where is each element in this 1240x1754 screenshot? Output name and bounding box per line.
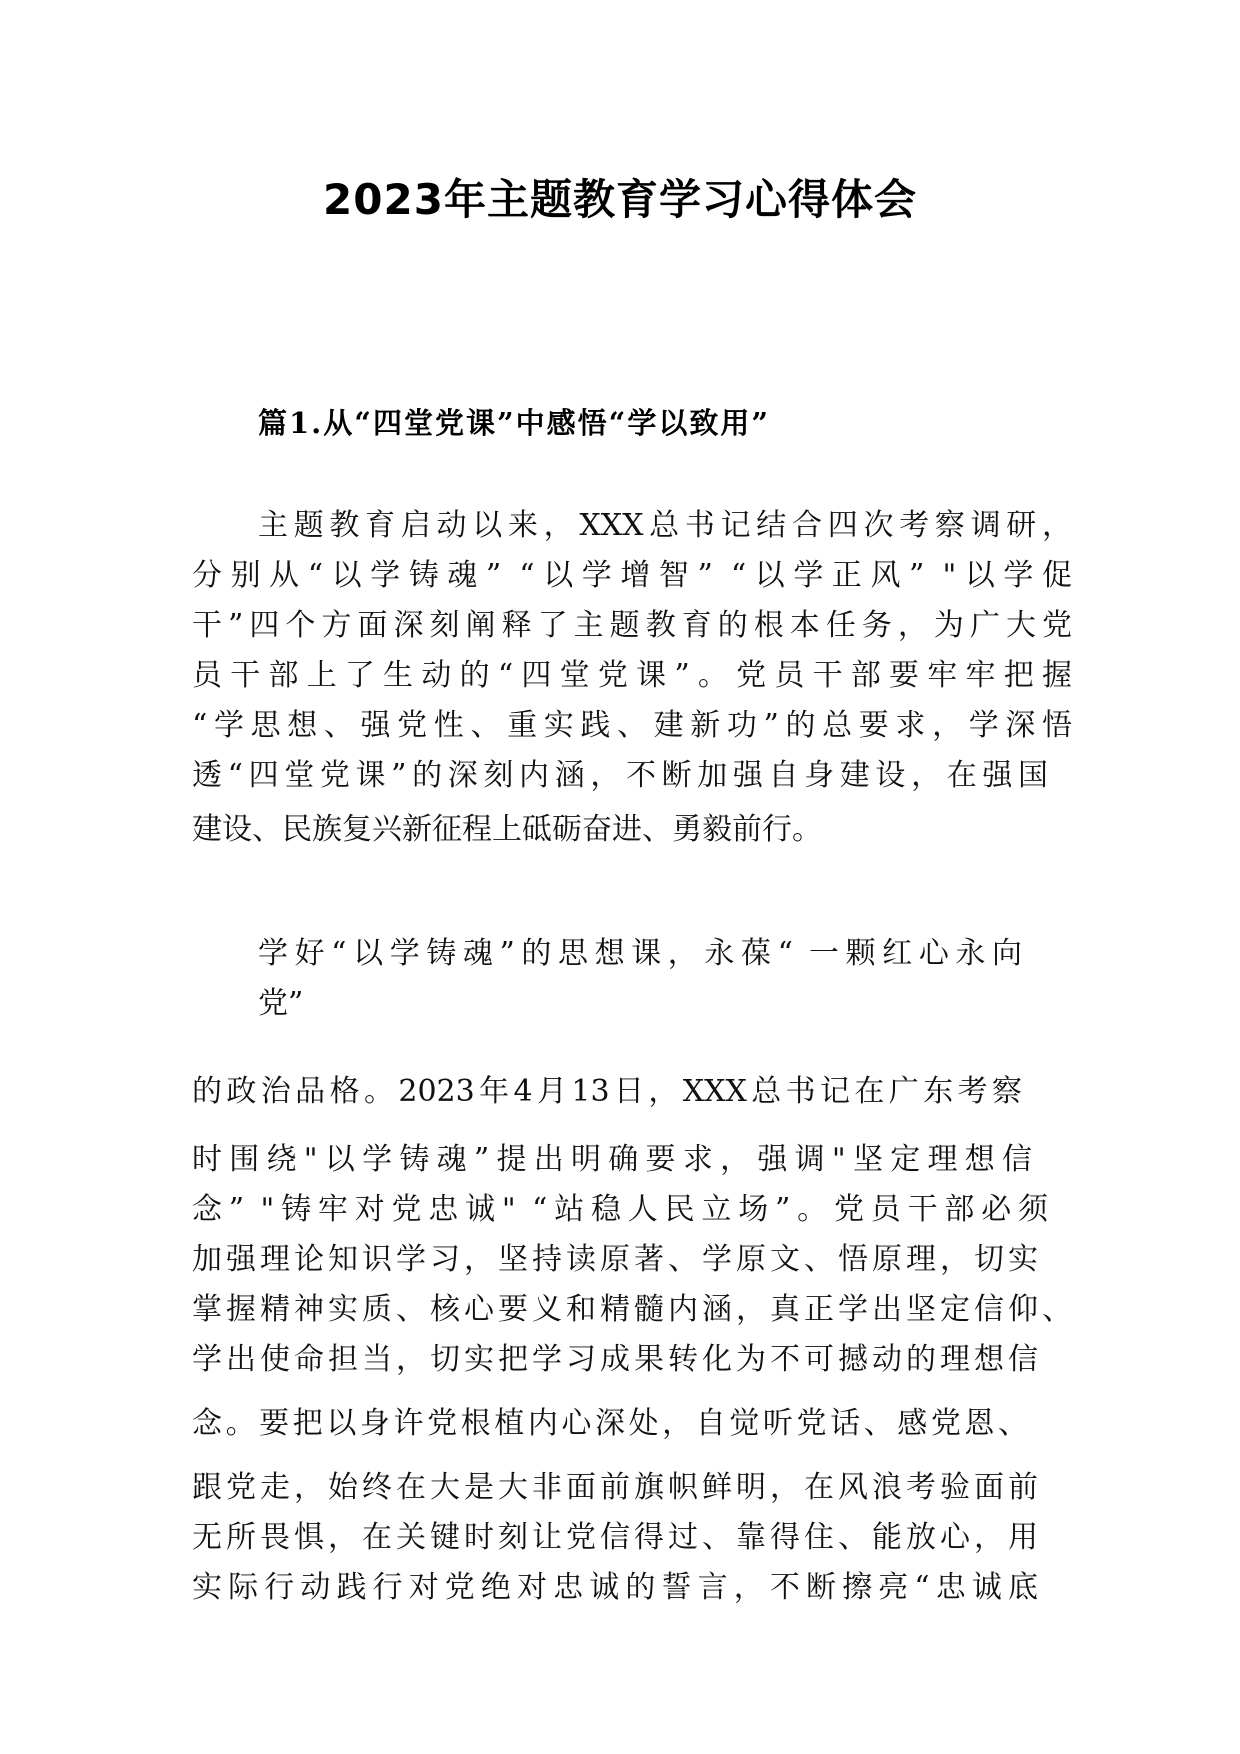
paragraph-line: 透“四堂党课”的深刻内涵，不断加强自身建设，在强国 [192,758,1048,793]
paragraph-line: 时围绕"以学铸魂”提出明确要求，强调"坚定理想信 [192,1142,1032,1177]
paragraph-line: 加强理论知识学习，坚持读原著、学原文、悟原理，切实 [192,1242,1038,1277]
paragraph-line: 分别从“以学铸魂” “以学增智” “以学正风” "以学促 [192,558,1072,593]
paragraph-line: 无所畏惧，在关键时刻让党信得过、靠得住、能放心，用 [192,1520,1038,1555]
paragraph-line: 实际行动践行对党绝对忠诚的誓言，不断擦亮“忠诚底 [192,1570,1038,1605]
section-heading: 篇1.从“四堂党课”中感悟“学以致用” [258,406,770,440]
paragraph-line: 学好“以学铸魂”的思想课，永葆“ 一颗红心永向 [258,936,1022,971]
paragraph-line: 党” [258,986,304,1021]
paragraph-line: 干”四个方面深刻阐释了主题教育的根本任务，为广大党 [192,608,1072,643]
paragraph-line: 的政治品格。2023年4月13日，XXX总书记在广东考察 [192,1074,1022,1109]
paragraph-line: 建设、民族复兴新征程上砥砺奋进、勇毅前行。 [192,812,822,847]
paragraph-line: “学思想、强党性、重实践、建新功”的总要求，学深悟 [192,708,1072,743]
paragraph-line: 掌握精神实质、核心要义和精髓内涵，真正学出坚定信仰、 [192,1292,1072,1327]
paragraph-line: 员干部上了生动的“四堂党课”。党员干部要牢牢把握 [192,658,1072,693]
document-title: 2023年主题教育学习心得体会 [323,175,917,224]
paragraph-line: 念。要把以身许党根植内心深处，自觉听党话、感党恩、 [192,1406,1028,1441]
paragraph-line: 念” "铸牢对党忠诚" “站稳人民立场”。党员干部必须 [192,1192,1048,1227]
paragraph-line: 学出使命担当，切实把学习成果转化为不可撼动的理想信 [192,1342,1038,1377]
paragraph-line: 主题教育启动以来，XXX总书记结合四次考察调研， [258,508,1072,543]
paragraph-line: 跟党走，始终在大是大非面前旗帜鲜明，在风浪考验面前 [192,1470,1038,1505]
